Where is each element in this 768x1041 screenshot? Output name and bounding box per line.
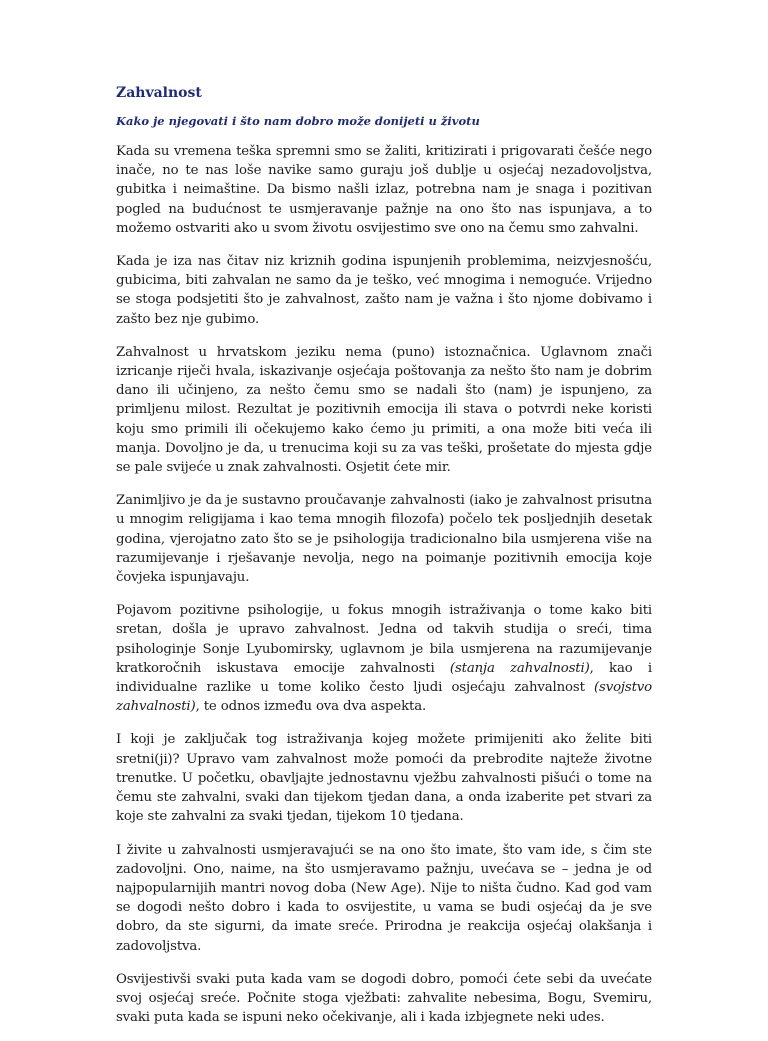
paragraph-3: Zahvalnost u hrvatskom jeziku nema (puno) istoznačnica. Uglavnom znači izricanje riječi hvala, iskazivanje osjećaja poštovanja za nešto što nam je dobrim dano ili učinjeno, za nešto čemu smo se nadali što (nam) je ispunjeno, za primljenu milost. Rezultat je pozitivnih emocija ili stava o potvrdi neke koristi koju smo primili ili očekujemo kako ćemo ju primiti, a ona može biti veća ili manja. Dovoljno je da, u trenucima koji su za vas teški, prošetate do mjesta gdje se pale svijeće u znak zahvalnosti. Osjetit ćete mir. xyxy=(116,344,652,476)
paragraph-5-emphasis-b: (svojstvo zahvalnosti) xyxy=(116,680,652,715)
paragraph-5-text-c: , te odnos između ova dva aspekta. xyxy=(195,699,427,715)
article xyxy=(116,84,652,1041)
article-subtitle: Kako je njegovati i što nam dobro može donijeti u životu xyxy=(116,114,480,128)
paragraph-8: Osvijestivši svaki puta kada vam se dogodi dobro, pomoći ćete sebi da uvećate svoj osjećaj sreće. Počnite stoga vježbati: zahvalite nebesima, Bogu, Svemiru, svaki puta kada se ispuni neko očekivanje, ali i kada izbjegnete neki udes. xyxy=(116,971,652,1026)
paragraph-2: Kada je iza nas čitav niz kriznih godina ispunjenih problemima, neizvjesnošću, gubicima, biti zahvalan ne samo da je teško, već mnogima i nemoguće. Vrijedno se stoga podsjetiti što je zahvalnost, zašto nam je važna i što njome dobivamo i zašto bez nje gubimo. xyxy=(116,254,652,327)
article-title: Zahvalnost xyxy=(116,85,202,101)
paragraph-5 xyxy=(116,601,652,716)
paragraph-4: Zanimljivo je da je sustavno proučavanje zahvalnosti (iako je zahvalnost prisutna u mnogim religijama i kao tema mnogih filozofa) počelo tek posljednjih desetak godina, vjerojatno zato što se je psihologija tradicionalno bila usmjerena više na razumijevanje i rješavanje nevolja, nego na poimanje pozitivnih emocija koje čovjeka ispunjavaju. xyxy=(116,493,652,586)
paragraph-5-emphasis-a: (stanja zahvalnosti) xyxy=(449,660,590,676)
paragraph-6: I koji je zaključak tog istraživanja kojeg možete primijeniti ako želite biti sretni(ji)? Upravo vam zahvalnost može pomoći da prebrodite najteže životne trenutke. U početku, obavljajte jednostavnu vježbu zahvalnosti pišući o tome na čemu ste zahvalni, svaki dan tijekom tjedan dana, a onda izaberite pet stvari za koje ste zahvalni za svaki tjedan, tijekom 10 tjedana. xyxy=(116,732,652,825)
paragraph-1: Kada su vremena teška spremni smo se žaliti, kritizirati i prigovarati češće nego inače, no te nas loše navike samo guraju još dublje u osjećaj nezadovoljstva, gubitka i neimaštine. Da bismo našli izlaz, potrebna nam je snaga i pozitivan pogled na budućnost te usmjeravanje pažnje na ono što nas ispunjava, a to možemo ostvariti ako u svom životu osvijestimo sve ono na čemu smo zahvalni. xyxy=(116,144,652,236)
paragraph-7: I živite u zahvalnosti usmjeravajući se na ono što imate, što vam ide, s čim ste zadovoljni. Ono, naime, na što usmjeravamo pažnju, uvećava se – jedna je od najpopularnijih mantri novog doba (New Age). Nije to ništa čudno. Kad god vam se dogodi nešto dobro i kada to osvijestite, u vama se budi osjećaj da je sve dobro, da ste sigurni, da imate sreće. Prirodna je reakcija osjećaj olakšanja i zadovoljstva. xyxy=(116,842,652,954)
paragraph-5-text-a: Pojavom pozitivne psihologije, u fokus mnogih istraživanja o tome kako biti sretan, došla je upravo zahvalnost. Jedna od takvih studija o sreći, tima psihologinje Sonje Lyubomirsky, uglavnom je bila usmjerena na razumijevanje kratkoročnih iskustava emocije zahvalnosti xyxy=(116,603,652,676)
paragraph-5-text-b: , kao i individualne razlike u tome koliko često ljudi osjećaju zahvalnost xyxy=(116,660,652,696)
